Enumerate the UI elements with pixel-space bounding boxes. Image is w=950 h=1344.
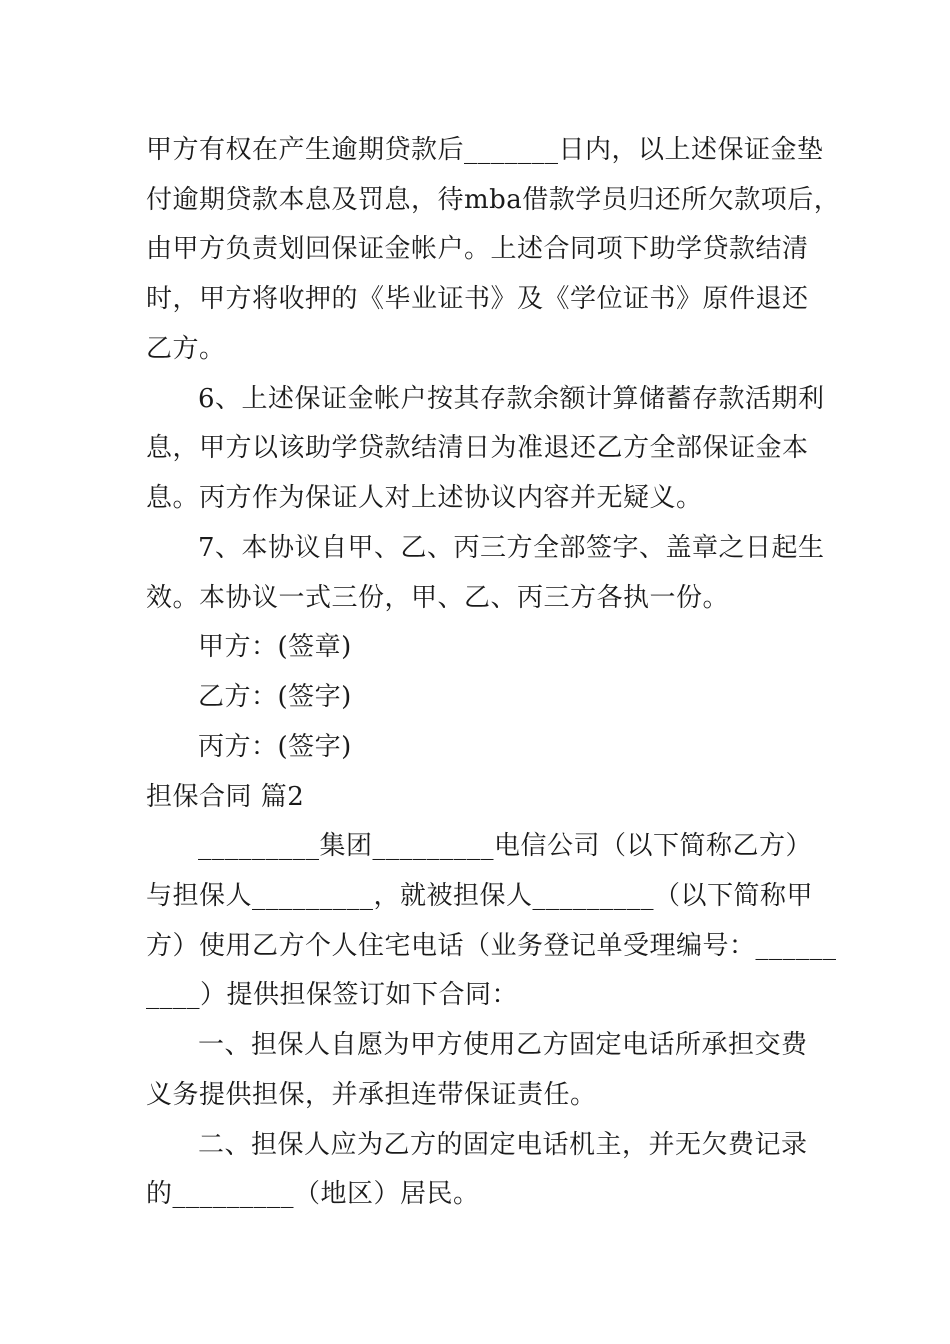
paragraph-line: 义务提供担保，并承担连带保证责任。 xyxy=(146,1080,597,1110)
paragraph-line: 由甲方负责划回保证金帐户。上述合同项下助学贷款结清 xyxy=(146,234,809,264)
section-heading: 担保合同 篇2 xyxy=(146,782,305,812)
paragraph-line: 时，甲方将收押的《毕业证书》及《学位证书》原件退还 xyxy=(146,284,809,314)
paragraph-line: 甲方有权在产生逾期贷款后_______日内，以上述保证金垫 xyxy=(146,135,824,165)
clause-one-line: 一、担保人自愿为甲方使用乙方固定电话所承担交费 xyxy=(198,1030,808,1060)
signature-party-b: 乙方：(签字) xyxy=(198,682,352,712)
paragraph-line: 效。本协议一式三份，甲、乙、丙三方各执一份。 xyxy=(146,583,730,613)
paragraph-line: 息，甲方以该助学贷款结清日为准退还乙方全部保证金本 xyxy=(146,433,809,463)
contract-intro-line: _________集团_________电信公司（以下简称乙方） xyxy=(198,831,813,861)
paragraph-line: 息。丙方作为保证人对上述协议内容并无疑义。 xyxy=(146,483,703,513)
paragraph-line: 乙方。 xyxy=(146,334,226,364)
signature-party-a: 甲方：(签章) xyxy=(198,632,352,662)
clause-7-line: 7、本协议自甲、乙、丙三方全部签字、盖章之日起生 xyxy=(198,533,825,563)
paragraph-line: 与担保人_________，就被担保人_________（以下简称甲 xyxy=(146,881,814,911)
paragraph-line: ____）提供担保签订如下合同： xyxy=(146,980,519,1010)
paragraph-line: 付逾期贷款本息及罚息，待mba借款学员归还所欠款项后， xyxy=(146,185,841,215)
clause-two-line: 二、担保人应为乙方的固定电话机主，并无欠费记录 xyxy=(198,1130,808,1160)
paragraph-line: 方）使用乙方个人住宅电话（业务登记单受理编号：______ xyxy=(146,931,837,961)
clause-6-line: 6、上述保证金帐户按其存款余额计算储蓄存款活期利 xyxy=(198,384,825,414)
paragraph-line: 的_________（地区）居民。 xyxy=(146,1179,480,1209)
signature-party-c: 丙方：(签字) xyxy=(198,732,352,762)
